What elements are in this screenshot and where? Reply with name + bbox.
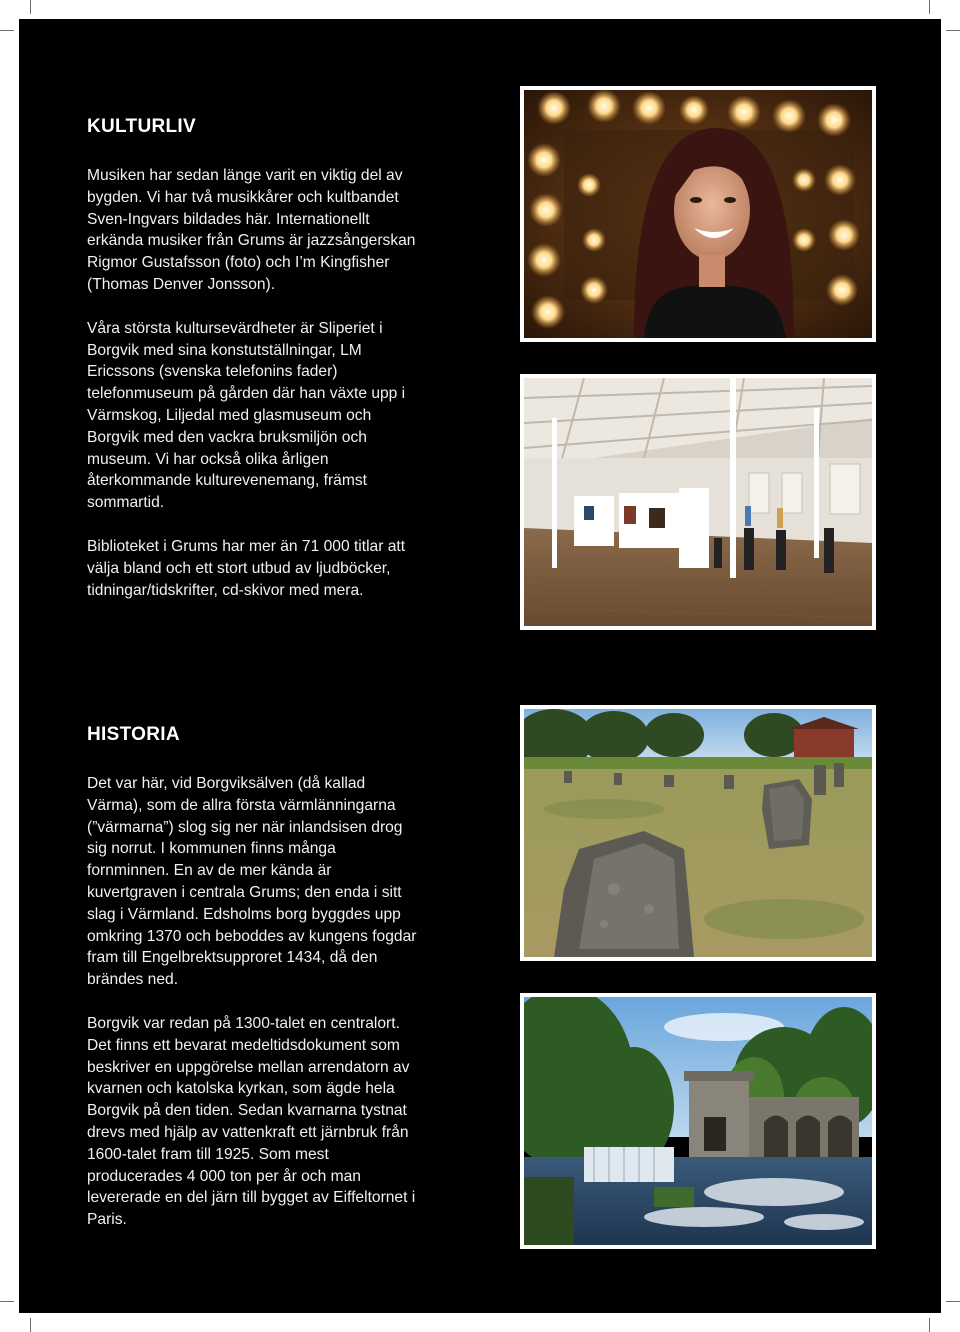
section-heading: HISTORIA bbox=[87, 724, 180, 745]
crop-mark bbox=[0, 30, 14, 31]
section-kulturliv bbox=[87, 116, 417, 623]
section-historia bbox=[87, 724, 417, 1253]
crop-mark bbox=[929, 1318, 930, 1332]
crop-mark bbox=[0, 1301, 14, 1302]
photo-exhibition-hall bbox=[520, 374, 876, 630]
brochure-page bbox=[19, 19, 941, 1313]
paragraph: Det var här, vid Borgviksälven (då kallad Värma), som de allra första värmlänningarna (”värmarna”) slog sig ner när inlandsisen drog sig norrut. I kommunen finns många fornminnen. En av de mer kända är kuvertgraven i centrala Grums; den enda i sitt slag i Värmland. Edsholms borg byggdes upp omkring 1370 och beboddes av kungens fogdar fram till Engelbrektsupproret 1434, då den brändes ned. bbox=[87, 775, 417, 989]
crop-mark bbox=[30, 0, 31, 14]
paragraph: Våra största kultursevärdheter är Sliperiet i Borgvik med sina konstutställningar, LM Ericssons (svenska telefonins fader) telefonmuseum på gården där han växte upp i Värmskog, Liljedal med glasmuseum och Borgvik med den vackra bruksmiljön och museum. Vi har också olika årligen återkommande kulturevenemang, främst sommartid. bbox=[87, 319, 406, 512]
crop-mark bbox=[946, 1301, 960, 1302]
crop-mark bbox=[929, 0, 930, 14]
photo-singer-portrait bbox=[520, 86, 876, 342]
paragraph: Musiken har sedan länge varit en viktig del av bygden. Vi har två musikkårer och kultbandet Sven-Ingvars bildades här. Internationellt erkända musiker från Grums är jazzsångerskan Rigmor Gustafsson (foto) och I’m Kingfisher (Thomas Denver Jonsson). bbox=[87, 167, 416, 293]
crop-mark bbox=[30, 1318, 31, 1332]
photo-borgvik-waterfall bbox=[520, 993, 876, 1249]
crop-mark bbox=[946, 30, 960, 31]
photo-standing-stones bbox=[520, 705, 876, 961]
paragraph: Biblioteket i Grums har mer än 71 000 titlar att välja bland och ett stort utbud av ljudböcker, tidningar/tidskrifter, cd-skivor med mera. bbox=[87, 537, 406, 599]
section-heading: KULTURLIV bbox=[87, 116, 196, 137]
paragraph: Borgvik var redan på 1300-talet en centralort. Det finns ett bevarat medeltidsdokument som beskriver en uppgörelse mellan arrendatorn av kvarnen och katolska kyrkan, som ägde hela Borgvik på den tiden. Sedan kvarnarna tystnat drevs med hjälp av vattenkraft ett järnbruk från 1600-talet fram till 1925. Som mest producerades 4 000 ton per år och man levererade en del järn till bygget av Eiffeltornet i Paris. bbox=[87, 1014, 416, 1229]
